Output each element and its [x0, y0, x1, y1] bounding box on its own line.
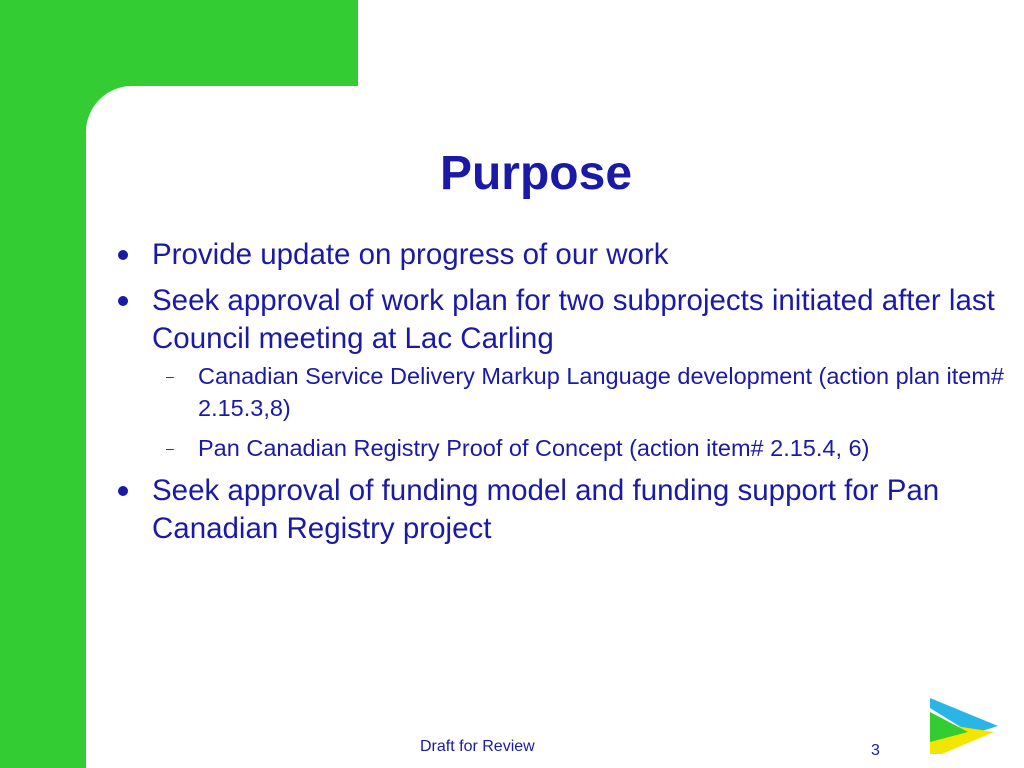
bullet-item — [106, 282, 1006, 464]
bullet-dot-icon — [118, 486, 128, 496]
bullet-item — [106, 236, 1006, 274]
bullet-dot-icon — [118, 250, 128, 260]
page-number: 3 — [871, 742, 880, 759]
sub-bullet-list — [152, 360, 1006, 464]
bullet-dot-icon — [118, 296, 128, 306]
bullet-text: Provide update on progress of our work — [152, 238, 669, 271]
sub-bullet-text: Canadian Service Delivery Markup Language development (action plan item# 2.15.3,8) — [198, 363, 1004, 421]
bullet-text: Seek approval of funding model and funding support for Pan Canadian Registry project — [152, 474, 940, 545]
footer-text: Draft for Review — [420, 738, 535, 755]
bullet-list — [106, 236, 1006, 556]
bullet-item — [106, 472, 1006, 548]
bullet-text: Seek approval of work plan for two subprojects initiated after last Council meeting at Lac Carling — [152, 284, 995, 355]
sub-bullet-item — [152, 432, 1006, 464]
slide-title: Purpose — [439, 147, 633, 200]
dash-marker: – — [166, 440, 174, 456]
sub-bullet-item — [152, 360, 1006, 424]
dash-marker: – — [166, 368, 174, 384]
sub-bullet-text: Pan Canadian Registry Proof of Concept (action item# 2.15.4, 6) — [198, 435, 870, 461]
chevron-logo-icon — [928, 698, 998, 768]
